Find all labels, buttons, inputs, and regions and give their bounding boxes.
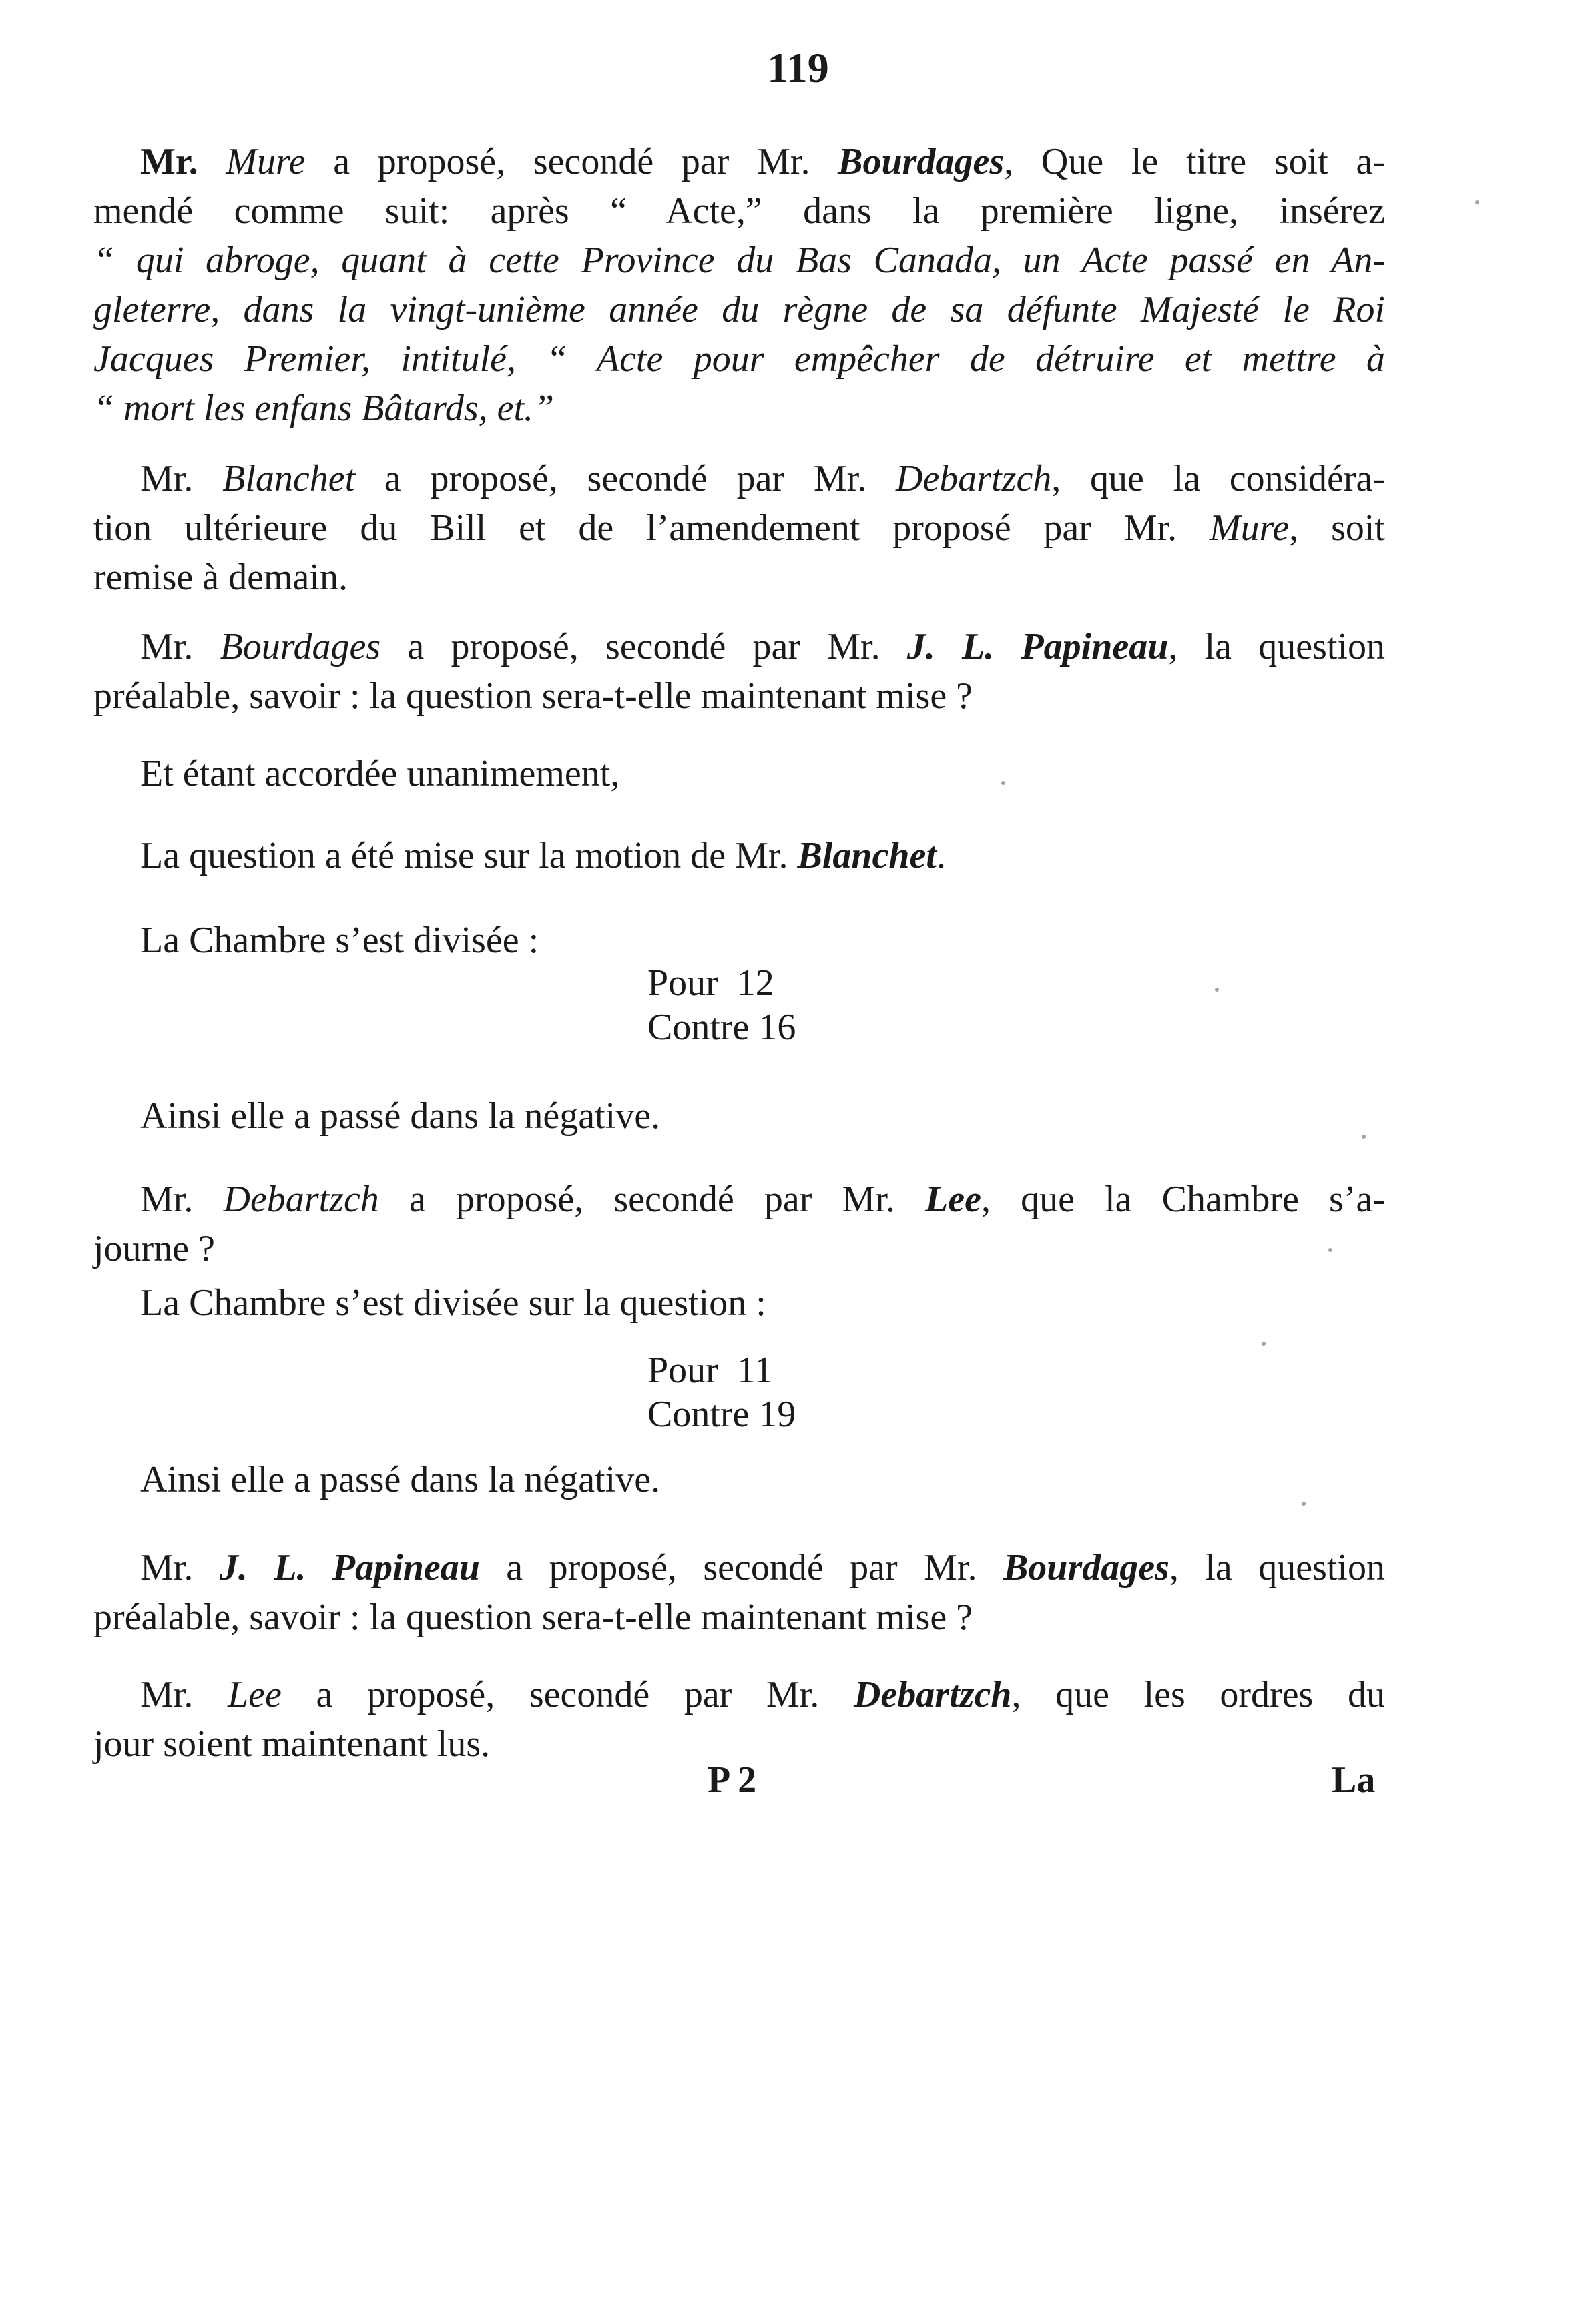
- text-line: Mr. Mure a proposé, secondé par Mr. Bourdages, Que le titre soit a-: [140, 141, 1385, 182]
- text-line: La question a été mise sur la motion de Mr. Blanchet.: [140, 835, 946, 876]
- vote-contre: Contre 19: [647, 1394, 796, 1435]
- paragraph-postpone-motion: [93, 454, 1385, 602]
- text-line: Mr. Debartzch a proposé, secondé par Mr. Lee, que la Chambre s’a-: [140, 1179, 1386, 1220]
- text-line: La Chambre s’est divisée :: [140, 920, 539, 961]
- print-speck: [1475, 200, 1479, 204]
- page-number: 119: [767, 44, 829, 91]
- print-speck: [1302, 1502, 1306, 1506]
- print-speck: [1001, 781, 1005, 785]
- text-line: journe ?: [93, 1228, 215, 1269]
- text-line: Ainsi elle a passé dans la négative.: [140, 1095, 661, 1137]
- text-line: Jacques Premier, intitulé, “ Acte pour empêcher de détruire et mettre à: [93, 338, 1385, 380]
- text-line: La Chambre s’est divisée sur la question :: [140, 1282, 766, 1324]
- paragraph-orders-of-day: [93, 1670, 1385, 1769]
- text-line: Mr. J. L. Papineau a proposé, secondé par Mr. Bourdages, la question: [140, 1547, 1385, 1589]
- text-line: remise à demain.: [93, 557, 348, 598]
- text-line: préalable, savoir : la question sera-t-elle maintenant mise ?: [93, 675, 973, 717]
- text-line: Mr. Blanchet a proposé, secondé par Mr. Debartzch, que la considéra-: [140, 458, 1386, 499]
- paragraph-previous-question-2: [93, 1543, 1385, 1642]
- print-speck: [1215, 988, 1219, 992]
- text-line: Ainsi elle a passé dans la négative.: [140, 1459, 661, 1500]
- text-line: gleterre, dans la vingt-unième année du règne de sa défunte Majesté le Roi: [93, 289, 1385, 330]
- paragraph-title-amendment: [93, 137, 1385, 433]
- paragraph-previous-question: [93, 622, 1385, 721]
- text-line: préalable, savoir : la question sera-t-elle maintenant mise ?: [93, 1597, 973, 1638]
- vote-pour: Pour 12: [647, 962, 774, 1004]
- text-line: jour soient maintenant lus.: [93, 1723, 491, 1765]
- vote-tally-2: [647, 1348, 796, 1436]
- vote-tally-1: [647, 961, 796, 1049]
- text-line: mendé comme suit: après “ Acte,” dans la première ligne, insérez: [93, 190, 1385, 232]
- text-line: tion ultérieure du Bill et de l’amendement proposé par Mr. Mure, soit: [93, 507, 1385, 549]
- text-line: Mr. Bourdages a proposé, secondé par Mr. J. L. Papineau, la question: [140, 626, 1386, 667]
- paragraph-adjourn-motion: [93, 1175, 1385, 1273]
- text-line: “ mort les enfans Bâtards, et.”: [93, 388, 555, 429]
- catchword: La: [1332, 1759, 1376, 1801]
- vote-contre: Contre 16: [647, 1006, 796, 1048]
- text-line: Et étant accordée unanimement,: [140, 753, 620, 794]
- print-speck: [1262, 1342, 1266, 1346]
- vote-pour: Pour 11: [647, 1350, 773, 1391]
- text-line: “ qui abroge, quant à cette Province du Bas Canada, un Acte passé en An-: [93, 240, 1385, 281]
- text-line: Mr. Lee a proposé, secondé par Mr. Debartzch, que les ordres du: [140, 1674, 1385, 1715]
- signature-mark: P 2: [708, 1759, 757, 1801]
- print-speck: [1362, 1135, 1366, 1139]
- print-speck: [1328, 1248, 1332, 1252]
